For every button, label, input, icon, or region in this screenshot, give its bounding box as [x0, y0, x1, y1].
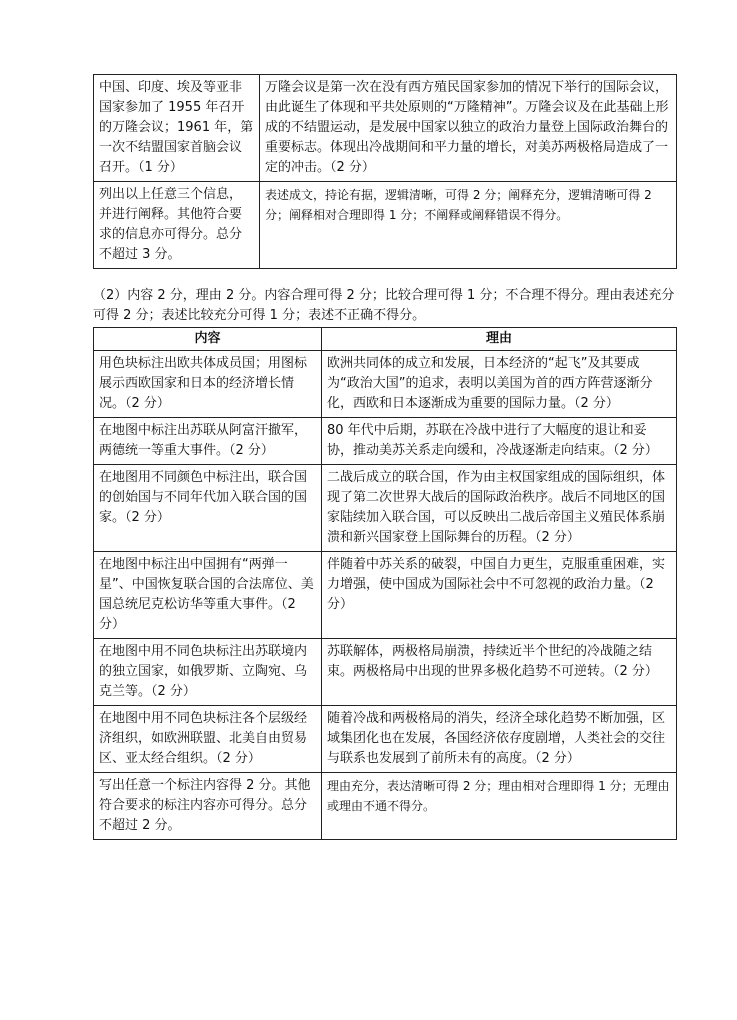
- content-cell: 写出任意一个标注内容得 2 分。其他符合要求的标注内容亦可得分。总分不超过 2 分。: [94, 773, 322, 840]
- reason-cell: 理由充分，表达清晰可得 2 分；理由相对合理即得 1 分；无理由或理由不通不得分。: [322, 773, 677, 840]
- reason-cell: 欧洲共同体的成立和发展，日本经济的“起飞”及其要成为“政治大国”的追求，表明以美国为首的西方阵营逐渐分化，西欧和日本逐渐成为重要的国际力量。（2 分）: [322, 351, 677, 418]
- reason-cell: 80 年代中后期，苏联在冷战中进行了大幅度的退让和妥协，推动美苏关系走向缓和，冷战逐渐走向结束。（2 分）: [322, 418, 677, 465]
- content-cell: 在地图中标注出中国拥有“两弹一星”、中国恢复联合国的合法席位、美国总统尼克松访华等重大事件。（2 分）: [94, 552, 322, 639]
- info-cell: 中国、印度、埃及等亚非国家参加了 1955 年召开的万隆会议；1961 年，第一次不结盟国家首脑会议召开。（1 分）: [94, 75, 260, 182]
- reason-cell: 随着冷战和两极格局的消失，经济全球化趋势不断加强，区域集团化也在发展，各国经济依存度剧增，人类社会的交往与联系也发展到了前所未有的高度。（2 分）: [322, 706, 677, 773]
- info-cell: 列出以上任意三个信息，并进行阐释。其他符合要求的信息亦可得分。总分不超过 3 分。: [94, 182, 260, 269]
- table-row: [94, 465, 677, 552]
- scoring-table-2: [93, 327, 677, 840]
- content-cell: 在地图中用不同色块标注各个层级经济组织，如欧洲联盟、北美自由贸易区、亚太经合组织。（2 分）: [94, 706, 322, 773]
- content-cell: 在地图中标注出苏联从阿富汗撤军，两德统一等重大事件。（2 分）: [94, 418, 322, 465]
- table-row: [94, 639, 677, 706]
- content-cell: 用色块标注出欧共体成员国；用图标展示西欧国家和日本的经济增长情况。（2 分）: [94, 351, 322, 418]
- reason-cell: 伴随着中苏关系的破裂，中国自力更生，克服重重困难，实力增强，使中国成为国际社会中不可忽视的政治力量。（2 分）: [322, 552, 677, 639]
- header-content: 内容: [94, 328, 322, 351]
- content-cell: 在地图中用不同色块标注出苏联境内的独立国家，如俄罗斯、立陶宛、乌克兰等。（2 分）: [94, 639, 322, 706]
- table-row: [94, 351, 677, 418]
- table-row: [94, 418, 677, 465]
- scoring-table-1: [93, 74, 677, 269]
- table-header-row: [94, 328, 677, 351]
- table-row: [94, 552, 677, 639]
- table-row: [94, 706, 677, 773]
- content-cell: 在地图用不同颜色中标注出，联合国的创始国与不同年代加入联合国的国家。（2 分）: [94, 465, 322, 552]
- table-row: [94, 773, 677, 840]
- table-row: [94, 75, 677, 182]
- reason-cell: 二战后成立的联合国，作为由主权国家组成的国际组织，体现了第二次世界大战后的国际政治秩序。战后不同地区的国家陆续加入联合国，可以反映出二战后帝国主义殖民体系崩溃和新兴国家登上国际舞台的历程。（2 分）: [322, 465, 677, 552]
- reason-cell: 苏联解体，两极格局崩溃，持续近半个世纪的冷战随之结束。两极格局中出现的世界多极化趋势不可逆转。（2 分）: [322, 639, 677, 706]
- explain-cell: 万隆会议是第一次在没有西方殖民国家参加的情况下举行的国际会议，由此诞生了体现和平共处原则的“万隆精神”。万隆会议及在此基础上形成的不结盟运动，是发展中国家以独立的政治力量登上国际政治舞台的重要标志。体现出冷战期间和平力量的增长，对美苏两极格局造成了一定的冲击。（2 分）: [260, 75, 677, 182]
- header-reason: 理由: [322, 328, 677, 351]
- scoring-note: （2）内容 2 分，理由 2 分。内容合理可得 2 分；比较合理可得 1 分；不合理不得分。理由表述充分可得 2 分；表述比较充分可得 1 分；表述不正确不得分。: [93, 288, 675, 323]
- table-row: [94, 182, 677, 269]
- explain-cell: 表述成文，持论有据，逻辑清晰，可得 2 分；阐释充分，逻辑清晰可得 2 分；阐释相对合理即得 1 分；不阐释或阐释错误不得分。: [260, 182, 677, 269]
